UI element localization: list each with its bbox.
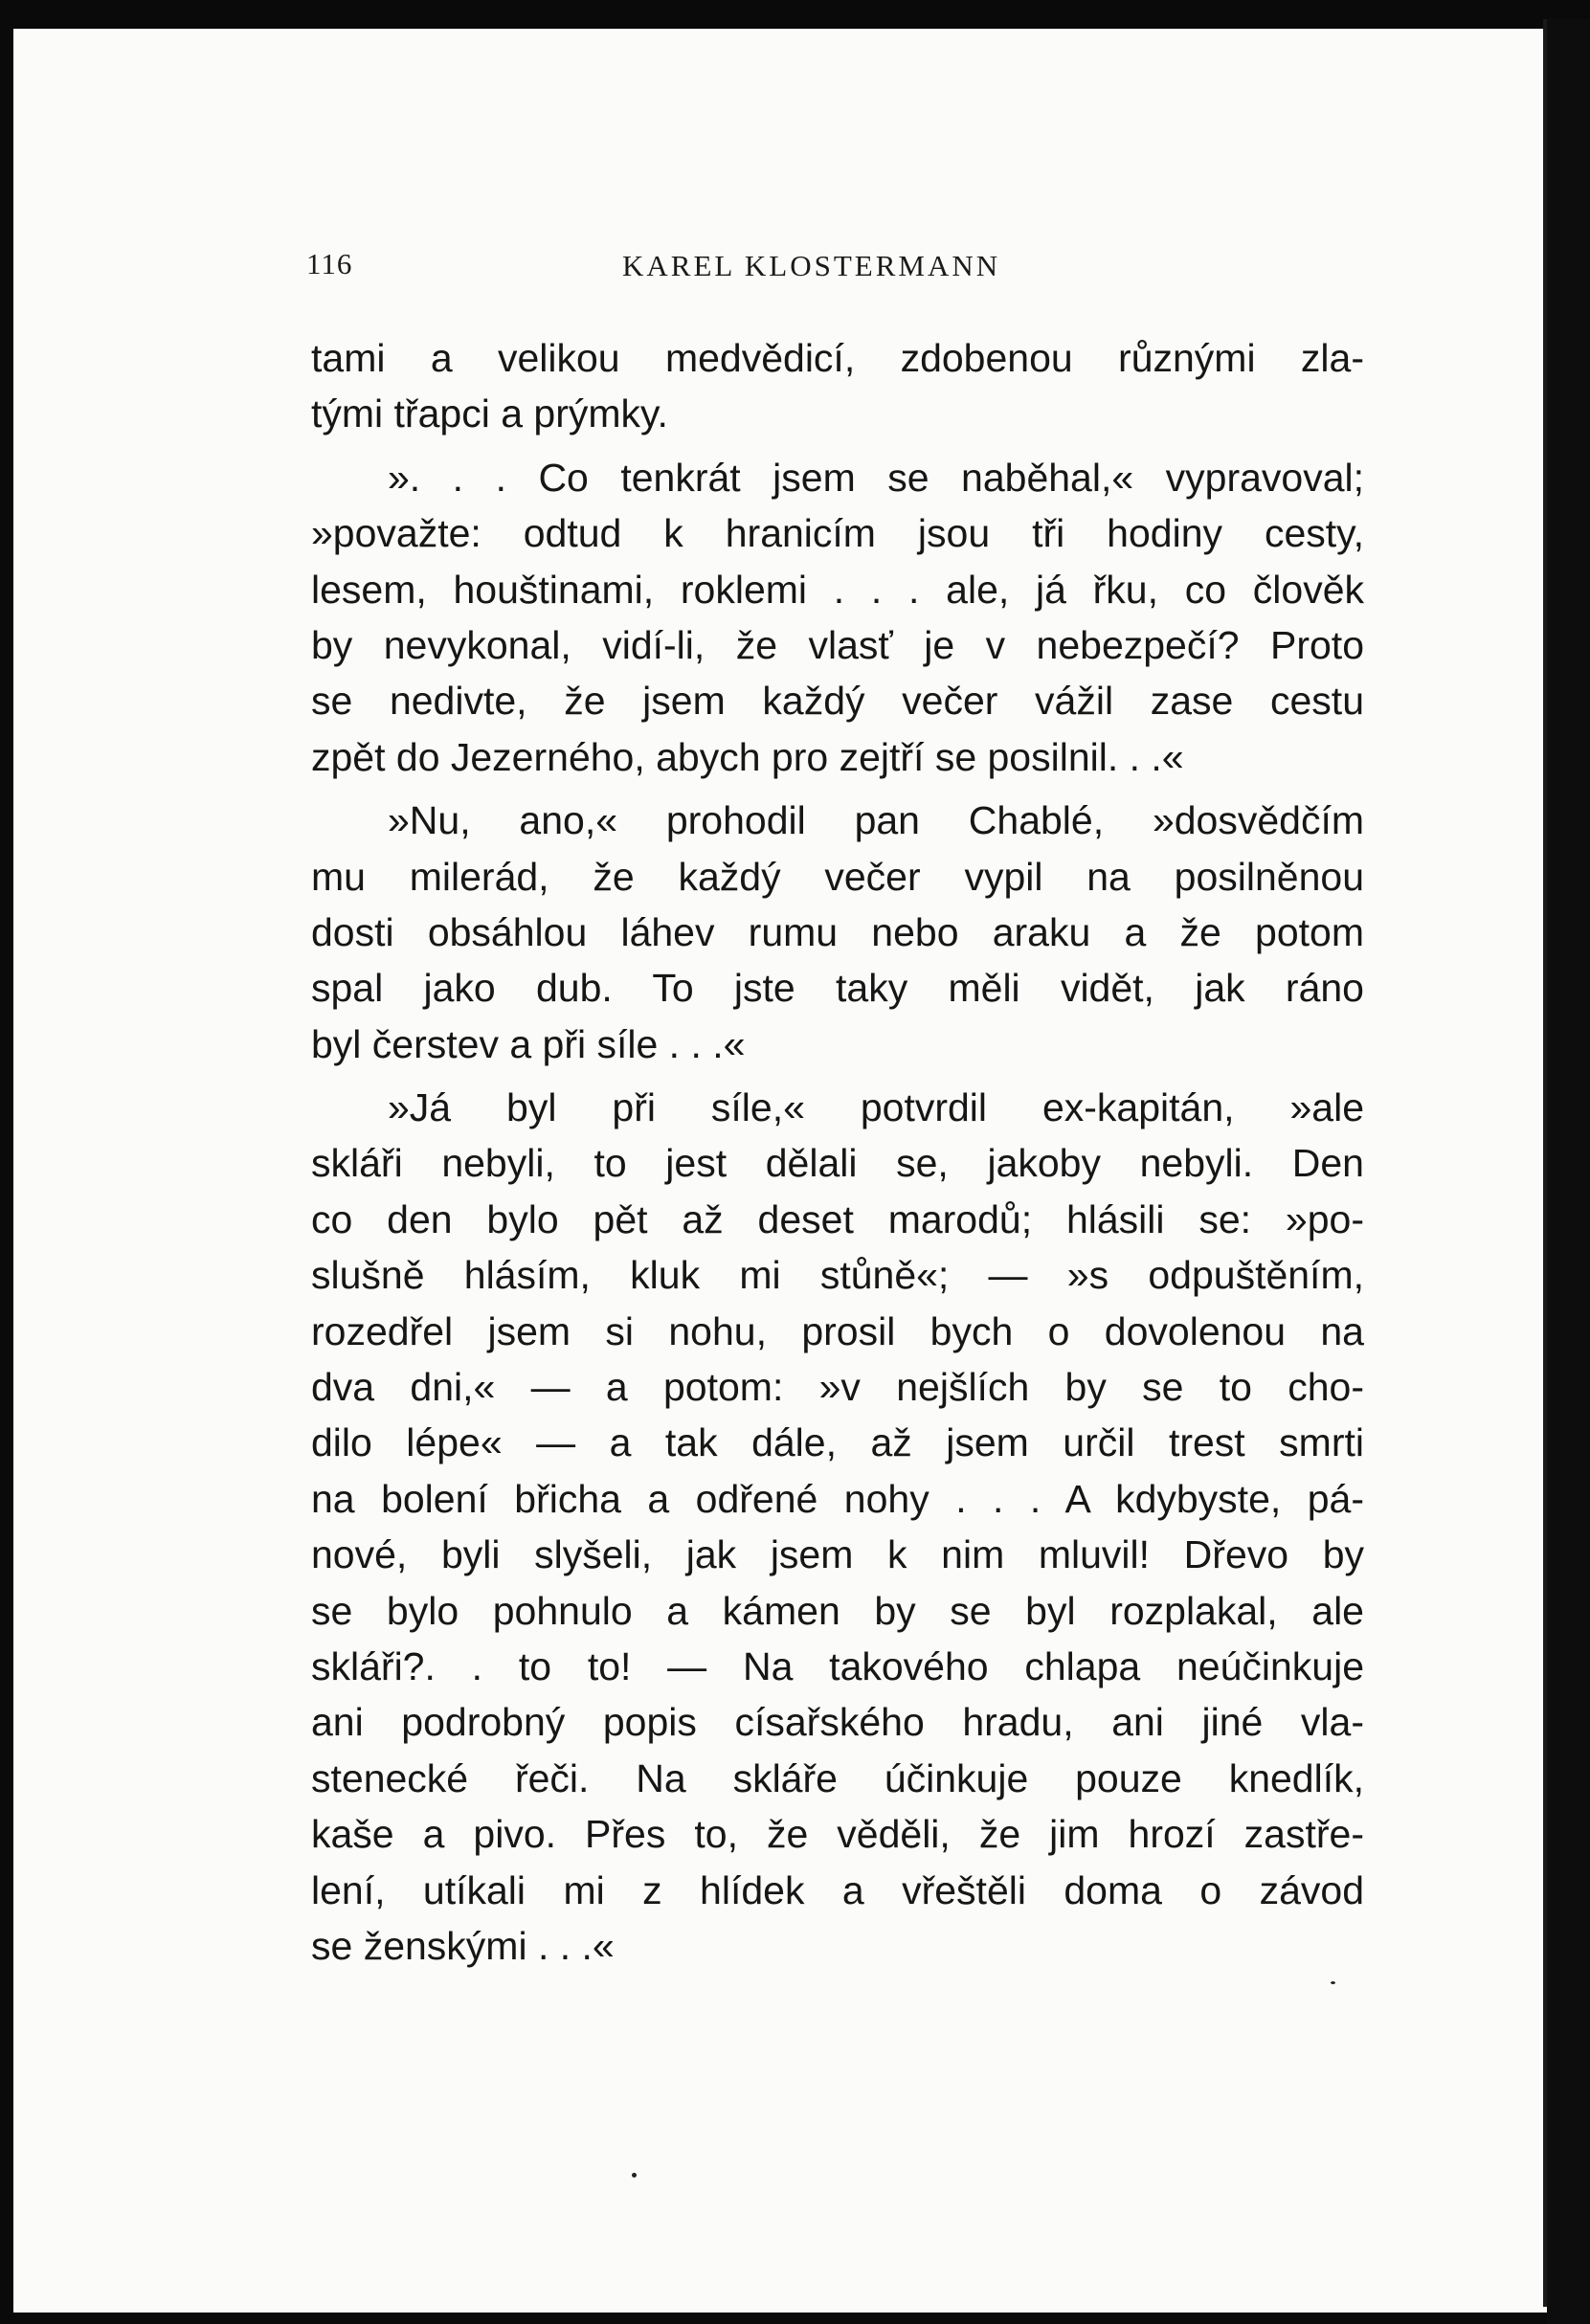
paragraph-gap <box>311 442 1364 450</box>
text-line: kaše a pivo. Přes to, že věděli, že jim hrozí zastře- <box>311 1812 1364 1857</box>
text-line: »považte: odtud k hranicím jsou tři hodiny cesty, <box>311 511 1364 556</box>
text-line: lení, utíkali mi z hlídek a vřeštěli doma o závod <box>311 1867 1364 1912</box>
text-line: by nevykonal, vidí-li, že vlasť je v nebezpečí? Proto <box>311 622 1364 667</box>
text-line: ». . . Co tenkrát jsem se naběhal,« vypravoval; <box>388 455 1364 500</box>
text-line: tými třapci a prýmky. <box>311 391 668 436</box>
text-line: slušně hlásím, kluk mi stůně«; — »s odpuštěním, <box>311 1253 1364 1298</box>
text-line: se ženskými . . .« <box>311 1923 615 1968</box>
scan-speck <box>632 2173 637 2178</box>
text-line: dilo lépe« — a tak dále, až jsem určil trest smrti <box>311 1420 1364 1465</box>
paragraph <box>311 450 1364 785</box>
paragraph <box>311 330 1364 442</box>
text-line: co den bylo pět až deset marodů; hlásili se: »po- <box>311 1196 1364 1241</box>
text-line: dva dni,« — a potom: »v nejšlích by se to cho- <box>311 1365 1364 1410</box>
scan-speck <box>1331 1981 1335 1984</box>
text-line: tami a velikou medvědicí, zdobenou různými zla- <box>311 336 1364 380</box>
running-head <box>306 247 1369 285</box>
page-edge-line <box>1543 19 1547 2307</box>
paragraph-gap <box>311 785 1364 793</box>
text-line: »Nu, ano,« prohodil pan Chablé, »dosvědčím <box>388 798 1364 843</box>
text-line: ani podrobný popis císařského hradu, ani jiné vla- <box>311 1700 1364 1745</box>
text-line: byl čerstev a při síle . . .« <box>311 1021 746 1066</box>
text-line: lesem, houštinami, roklemi . . . ale, já řku, co člověk <box>311 567 1364 612</box>
paragraph-gap <box>311 1072 1364 1080</box>
paragraph <box>311 793 1364 1072</box>
paragraph <box>311 1080 1364 1974</box>
text-line: stenecké řeči. Na skláře účinkuje pouze knedlík, <box>311 1755 1364 1800</box>
body-text <box>311 330 1364 1974</box>
text-line: skláři?. . to to! — Na takového chlapa neúčinkuje <box>311 1643 1364 1688</box>
text-line: rozedřel jsem si nohu, prosil bych o dovolenou na <box>311 1308 1364 1353</box>
text-line: dosti obsáhlou láhev rumu nebo araku a že potom <box>311 909 1364 954</box>
text-line: na bolení břicha a odřené nohy . . . A kdybyste, pá- <box>311 1476 1364 1521</box>
text-line: spal jako dub. To jste taky měli vidět, jak ráno <box>311 966 1364 1011</box>
page-number: 116 <box>306 247 353 280</box>
running-title: KAREL KLOSTERMANN <box>622 249 1001 282</box>
text-line: skláři nebyli, to jest dělali se, jakoby nebyli. Den <box>311 1141 1364 1186</box>
text-line: mu milerád, že každý večer vypil na posilněnou <box>311 854 1364 899</box>
text-line: zpět do Jezerného, abych pro zejtří se posilnil. . .« <box>311 734 1184 779</box>
text-line: »Já byl při síle,« potvrdil ex-kapitán, »ale <box>388 1085 1364 1130</box>
text-line: se nedivte, že jsem každý večer vážil zase cestu <box>311 679 1364 724</box>
scan-edge <box>1547 19 1590 2324</box>
text-line: se bylo pohnulo a kámen by se byl rozplakal, ale <box>311 1588 1364 1633</box>
text-line: nové, byli slyšeli, jak jsem k nim mluvil! Dřevo by <box>311 1532 1364 1577</box>
